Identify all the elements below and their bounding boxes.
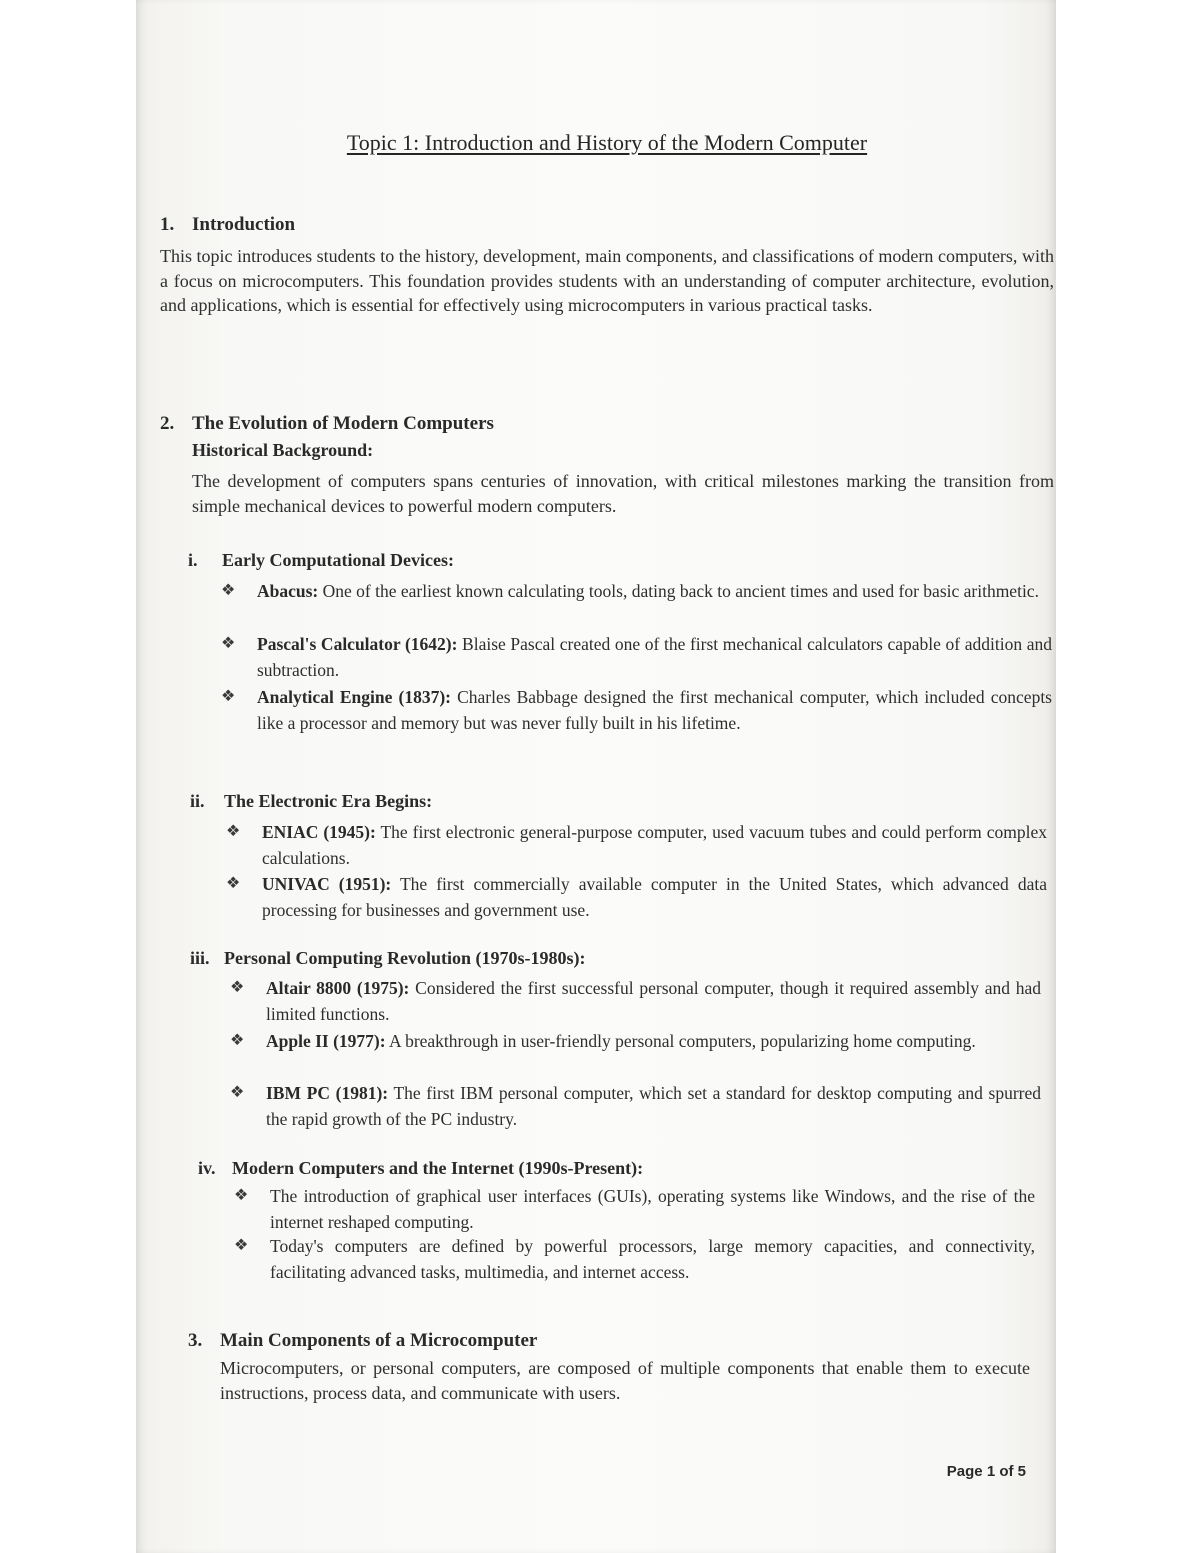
section-3-body: Microcomputers, or personal computers, are composed of multiple components that enable them to execute instructions, process data, and communicate with users. xyxy=(220,1358,1030,1403)
section-3-number: 3. xyxy=(188,1330,203,1351)
item-term: ENIAC (1945): xyxy=(262,822,376,842)
item-text: A breakthrough in user-friendly personal computers, popularizing home computing. xyxy=(389,1031,976,1051)
group-iv-heading xyxy=(198,1158,643,1179)
list-item-altair xyxy=(230,975,1042,1027)
section-2-title: The Evolution of Modern Computers xyxy=(192,413,494,434)
item-term: Pascal's Calculator (1642): xyxy=(257,634,458,654)
diamond-bullet-icon: ❖ xyxy=(226,875,241,892)
list-item-eniac xyxy=(226,819,1047,871)
section-2-body: The development of computers spans centuries of innovation, with critical milestones marking the transition from simple mechanical devices to powerful modern computers. xyxy=(192,471,1054,516)
group-iv-numeral: iv. xyxy=(198,1158,216,1178)
item-term: IBM PC (1981): xyxy=(266,1083,389,1103)
diamond-bullet-icon: ❖ xyxy=(221,688,236,705)
page-number: Page 1 of 5 xyxy=(946,1463,1026,1480)
list-item-ibm-pc xyxy=(230,1080,1042,1132)
group-ii-numeral: ii. xyxy=(190,791,205,811)
list-item-abacus xyxy=(221,578,1052,604)
list-item-analytical-engine xyxy=(221,684,1052,736)
list-item-pascal xyxy=(221,631,1052,683)
diamond-bullet-icon: ❖ xyxy=(221,582,236,599)
item-text: Considered the first successful personal computer, though it required assembly and had limited functions. xyxy=(266,978,1042,1024)
item-text: The first IBM personal computer, which set a standard for desktop computing and spurred the rapid growth of the PC industry. xyxy=(266,1083,1042,1129)
diamond-bullet-icon: ❖ xyxy=(234,1187,249,1204)
item-text: The first electronic general-purpose computer, used vacuum tubes and could perform complex calculations. xyxy=(262,822,1047,868)
group-iii-numeral: iii. xyxy=(190,948,210,968)
item-term: Analytical Engine (1837): xyxy=(257,687,451,707)
list-item-gui-internet xyxy=(234,1183,1035,1235)
diamond-bullet-icon: ❖ xyxy=(230,979,245,996)
item-term: Abacus: xyxy=(257,581,319,601)
item-text: Today's computers are defined by powerful processors, large memory capacities, and connectivity, facilitating advanced tasks, multimedia, and internet access. xyxy=(270,1236,1035,1282)
section-3-heading xyxy=(188,1330,537,1352)
group-iv-title: Modern Computers and the Internet (1990s-Present): xyxy=(232,1158,644,1178)
group-ii-title: The Electronic Era Begins: xyxy=(224,791,433,811)
section-1-title: Introduction xyxy=(192,214,296,235)
group-iii-heading xyxy=(190,948,586,969)
group-i-heading xyxy=(188,550,454,571)
section-3-title: Main Components of a Microcomputer xyxy=(220,1330,538,1351)
historical-background-heading: Historical Background: xyxy=(192,440,374,460)
diamond-bullet-icon: ❖ xyxy=(230,1084,245,1101)
diamond-bullet-icon: ❖ xyxy=(230,1032,245,1049)
item-term: UNIVAC (1951): xyxy=(262,874,392,894)
section-2-number: 2. xyxy=(160,413,175,434)
list-item-apple-ii xyxy=(230,1028,1041,1054)
group-ii-heading xyxy=(190,791,432,812)
item-text: The first commercially available computer in the United States, which advanced data processing for businesses and government use. xyxy=(262,874,1047,920)
group-i-numeral: i. xyxy=(188,550,198,570)
page-title: Topic 1: Introduction and History of the Modern Computer xyxy=(346,130,868,155)
document-page xyxy=(158,0,1056,1553)
section-1-heading xyxy=(160,214,295,236)
section-1-body: This topic introduces students to the history, development, main components, and classifications of modern computers, with a focus on microcomputers. This foundation provides students with an understanding of computer architecture, evolution, and applications, which is essential for effectively using microcomputers in various practical tasks. xyxy=(160,246,1054,315)
item-term: Apple II (1977): xyxy=(266,1031,386,1051)
diamond-bullet-icon: ❖ xyxy=(226,823,241,840)
list-item-univac xyxy=(226,871,1047,923)
item-term: Altair 8800 (1975): xyxy=(266,978,410,998)
diamond-bullet-icon: ❖ xyxy=(221,635,236,652)
section-1-number: 1. xyxy=(160,214,175,235)
group-iii-title: Personal Computing Revolution (1970s-1980s): xyxy=(224,948,586,968)
item-text: Blaise Pascal created one of the first mechanical calculators capable of addition and subtraction. xyxy=(257,634,1052,680)
section-2-heading xyxy=(160,413,494,435)
item-text: Charles Babbage designed the first mechanical computer, which included concepts like a processor and memory but was never fully built in his lifetime. xyxy=(257,687,1052,733)
diamond-bullet-icon: ❖ xyxy=(234,1237,249,1254)
list-item-todays-computers xyxy=(234,1233,1035,1285)
item-text: The introduction of graphical user interfaces (GUIs), operating systems like Windows, and the rise of the internet reshaped computing. xyxy=(270,1186,1035,1232)
item-text: One of the earliest known calculating tools, dating back to ancient times and used for basic arithmetic. xyxy=(322,581,1039,601)
group-i-title: Early Computational Devices: xyxy=(222,550,454,570)
